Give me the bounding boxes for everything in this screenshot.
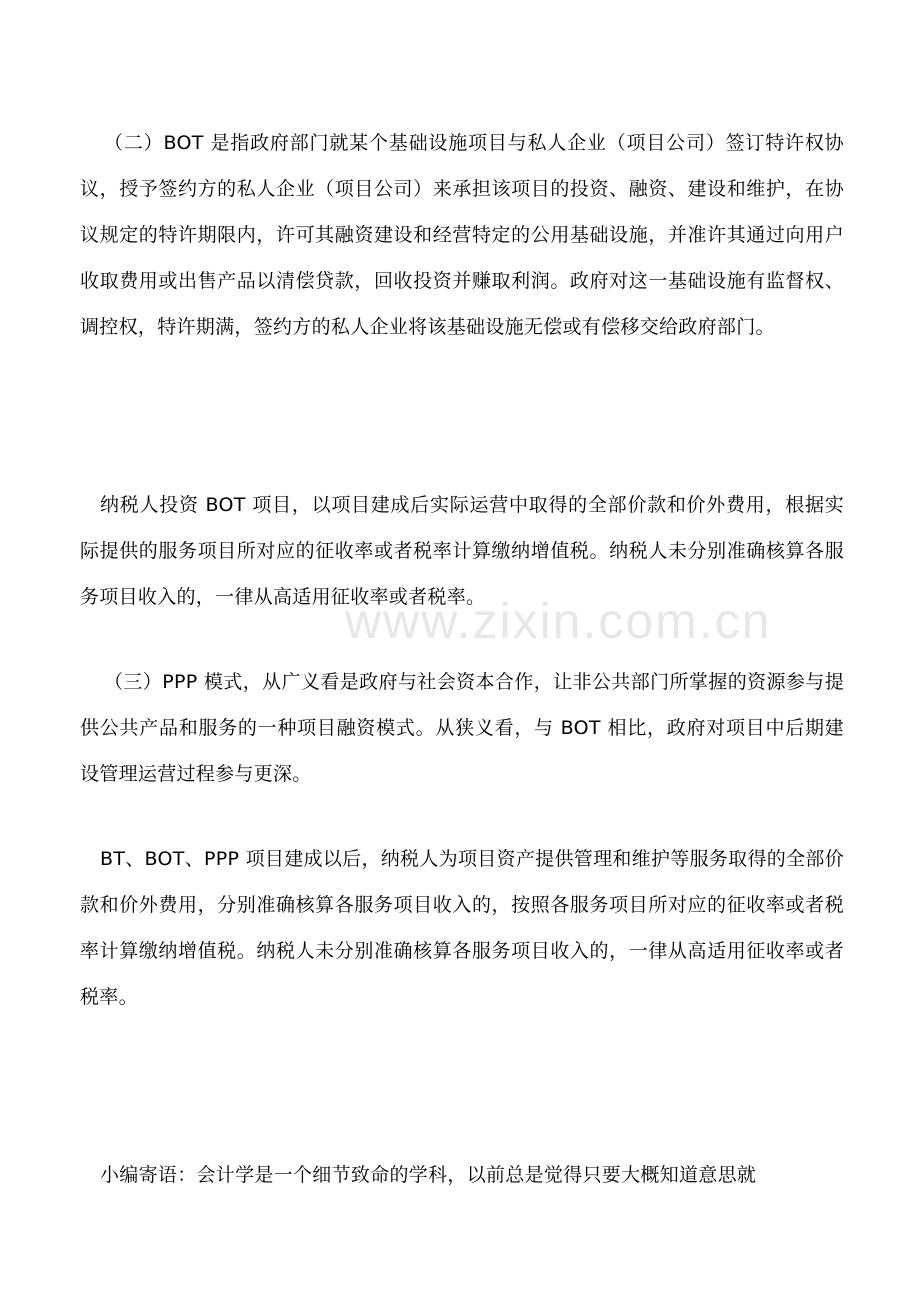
paragraph-editor-note: 小编寄语：会计学是一个细节致命的学科，以前总是觉得只要大概知道意思就 (100, 1164, 757, 1186)
paragraph-ppp-definition: （三）PPP 模式，从广义看是政府与社会资本合作，让非公共部门所掌握的资源参与提供公共产品和服务的一种项目融资模式。从狭义看，与 BOT 相比，政府对项目中后期建设管理运营过程参与更深。 (80, 671, 844, 785)
paragraph-bot-definition: （二）BOT 是指政府部门就某个基础设施项目与私人企业（项目公司）签订特许权协议，授予签约方的私人企业（项目公司）来承担该项目的投资、融资、建设和维护，在协议规定的特许期限内，许可其融资建设和经营特定的公用基础设施，并准许其通过向用户收取费用或出售产品以清偿贷款，回收投资并赚取利润。政府对这一基础设施有监督权、调控权，特许期满，签约方的私人企业将该基础设施无偿或有偿移交给政府部门。 (80, 132, 844, 338)
paragraph-project-services-taxation: BT、BOT、PPP 项目建成以后，纳税人为项目资产提供管理和维护等服务取得的全部价款和价外费用，分别准确核算各服务项目收入的，按照各服务项目所对应的征收率或者税率计算缴纳增值税。纳税人未分别准确核算各服务项目收入的，一律从高适用征收率或者税率。 (80, 848, 844, 1008)
paragraph-bot-taxation: 纳税人投资 BOT 项目，以项目建成后实际运营中取得的全部价款和价外费用，根据实际提供的服务项目所对应的征收率或者税率计算缴纳增值税。纳税人未分别准确核算各服务项目收入的，一律从高适用征收率或者税率。 (80, 494, 844, 608)
watermark: www.zixin.com.cn (345, 593, 772, 649)
